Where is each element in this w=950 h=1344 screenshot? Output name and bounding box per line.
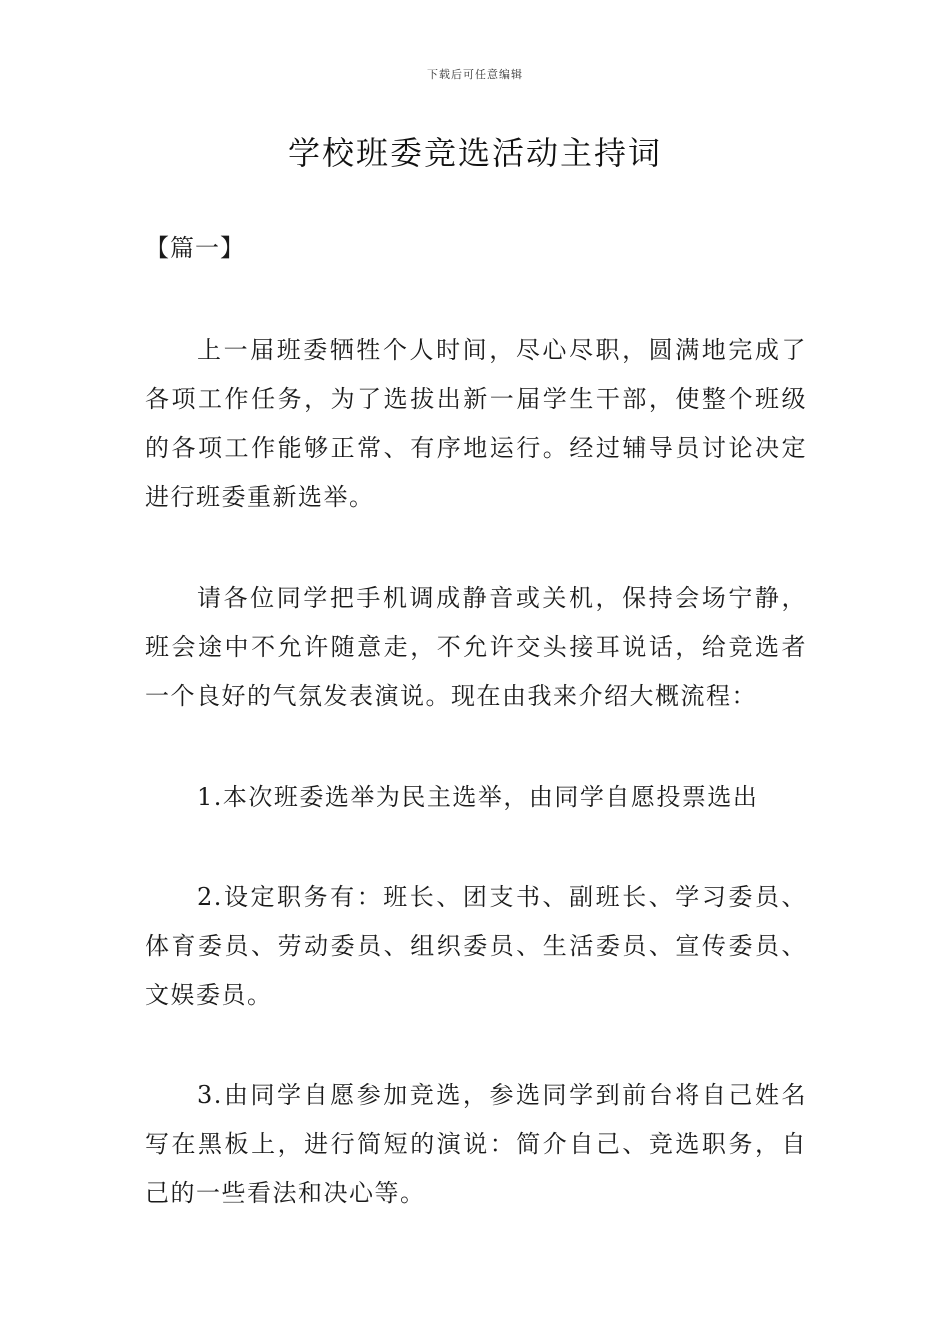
- paragraph-rules: 请各位同学把手机调成静音或关机，保持会场宁静，班会途中不允许随意走，不允许交头接耳说话，给竞选者一个良好的气氛发表演说。现在由我来介绍大概流程：: [145, 584, 807, 710]
- document-title: 学校班委竞选活动主持词: [287, 134, 662, 172]
- paragraph-intro: 上一届班委牺牲个人时间，尽心尽职，圆满地完成了各项工作任务，为了选拔出新一届学生干部，使整个班级的各项工作能够正常、有序地运行。经过辅导员讨论决定进行班委重新选举。: [145, 336, 807, 511]
- paragraph-item-1: 1.本次班委选举为民主选举，由同学自愿投票选出: [197, 783, 759, 811]
- paragraph-item-3: 3.由同学自愿参加竞选，参选同学到前台将自己姓名写在黑板上，进行简短的演说：简介自己、竞选职务，自己的一些看法和决心等。: [145, 1081, 807, 1207]
- section-heading: 【篇一】: [145, 234, 245, 262]
- header-note: 下载后可任意编辑: [427, 68, 523, 81]
- paragraph-item-2: 2.设定职务有：班长、团支书、副班长、学习委员、体育委员、劳动委员、组织委员、生活委员、宣传委员、文娱委员。: [145, 883, 807, 1009]
